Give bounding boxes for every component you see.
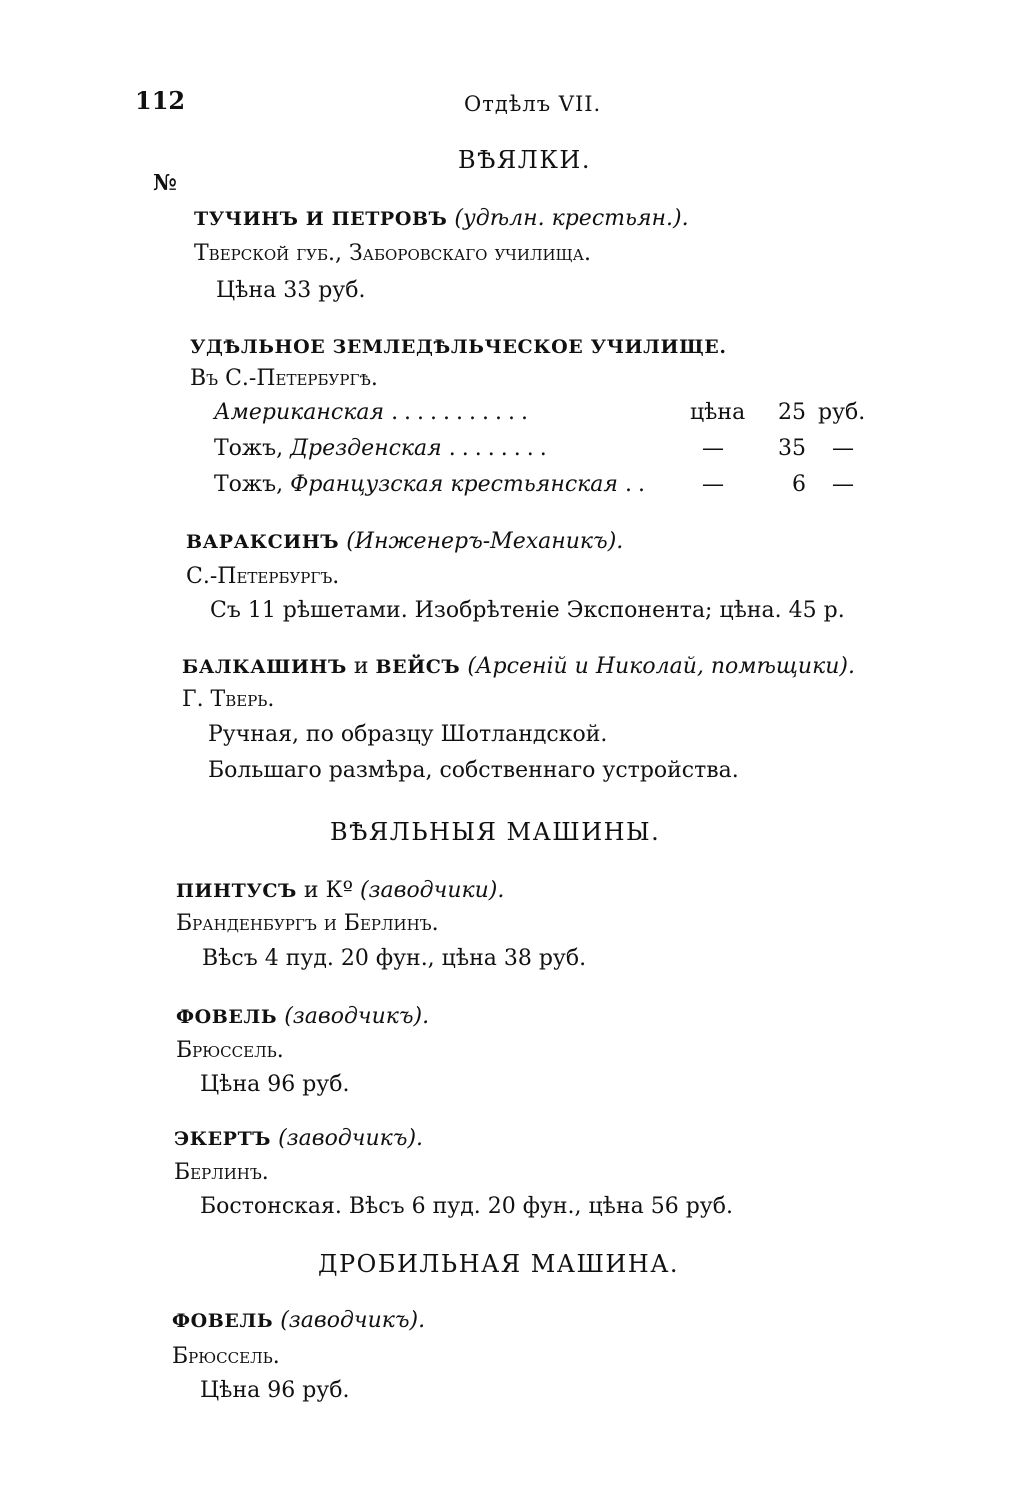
entry-6-place: Брюссель. [176, 1038, 284, 1063]
price-label: цѣна [690, 400, 746, 425]
entry-7-description: Бостонская. Вѣсъ 6 пуд. 20 фун., цѣна 56 руб. [200, 1194, 733, 1219]
entry-3-description: Съ 11 рѣшетами. Изобрѣтеніе Экспонента; цѣна. 45 р. [210, 598, 845, 623]
exhibitor-name: ПИНТУСЪ [176, 880, 297, 902]
entry-6-price: Цѣна 96 руб. [200, 1072, 350, 1097]
exhibitor-name: ТУЧИНЪ И ПЕТРОВЪ [194, 208, 448, 230]
entry-7-place: Берлинъ. [174, 1160, 269, 1185]
entry-4-description-2: Большаго размѣра, собственнаго устройства. [208, 758, 739, 783]
exhibitor-note: (заводчикъ). [284, 1004, 430, 1029]
entry-5-place: Бранденбургъ и Берлинъ. [176, 911, 439, 936]
exhibitor-note: (заводчики). [359, 878, 505, 903]
entry-5-heading [176, 878, 504, 903]
section-title-drobilnaya: ДРОБИЛЬНАЯ МАШИНА. [318, 1250, 680, 1278]
price-row-2 [214, 436, 874, 461]
exhibitor-note: (заводчикъ). [280, 1308, 426, 1333]
exhibitor-name: ВАРАКСИНЪ [186, 531, 340, 553]
exhibitor-note: (заводчикъ). [278, 1126, 424, 1151]
entry-1-price: Цѣна 33 руб. [216, 278, 366, 303]
exhibitor-note: (Арсеній и Николай, помѣщики). [467, 654, 855, 679]
entry-5-description: Вѣсъ 4 пуд. 20 фун., цѣна 38 руб. [202, 946, 587, 971]
item-name: Американская [214, 400, 385, 425]
entry-1-heading [194, 206, 689, 231]
entry-2-heading: УДѢЛЬНОЕ ЗЕМЛЕДѢЛЬЧЕСКОЕ УЧИЛИЩЕ. [190, 336, 727, 358]
item-name: Дрезденская [290, 436, 442, 461]
entry-7-heading [174, 1126, 423, 1151]
exhibitor-name: ФОВЕЛЬ [172, 1310, 274, 1332]
price-unit: — [832, 472, 854, 497]
item-prefix: Тожъ, [214, 436, 284, 461]
item-prefix: Тожъ, [214, 472, 284, 497]
price-amount: 6 [792, 472, 806, 497]
page-number: 112 [135, 86, 186, 115]
conjunction: и Кº [303, 878, 353, 903]
price-amount: 35 [778, 436, 806, 461]
price-label: — [702, 436, 724, 461]
entry-6-heading [176, 1004, 429, 1029]
exhibitor-name-2: ВЕЙСЪ [375, 656, 461, 678]
entry-3-heading [186, 529, 623, 554]
exhibitor-name-1: БАЛКАШИНЪ [182, 656, 347, 678]
entry-4-description-1: Ручная, по образцу Шотландской. [208, 722, 608, 747]
entry-2-place: Въ С.-Петербургѣ. [190, 366, 378, 391]
entry-8-heading [172, 1308, 425, 1333]
exhibitor-note: (удѣлн. крестьян.). [454, 206, 689, 231]
entry-4-place: Г. Тверь. [182, 687, 275, 712]
section-title-veyalki: ВѢЯЛКИ. [458, 146, 591, 174]
section-title-veyalnyya: ВѢЯЛЬНЫЯ МАШИНЫ. [330, 818, 661, 846]
conjunction: и [353, 654, 369, 679]
entry-3-place: С.-Петербургъ. [186, 564, 340, 589]
exhibitor-name: ЭКЕРТЪ [174, 1128, 272, 1150]
price-unit: — [832, 436, 854, 461]
price-amount: 25 [778, 400, 806, 425]
price-unit: руб. [818, 400, 866, 425]
exhibitor-note: (Инженеръ-Механикъ). [346, 529, 624, 554]
leader-dots: .. [624, 472, 651, 497]
exhibitor-name: ФОВЕЛЬ [176, 1006, 278, 1028]
item-name: Французская крестьянская [290, 472, 618, 497]
entry-4-heading [182, 654, 855, 679]
entry-1-place: Тверской губ., Заборовскаго училища. [194, 241, 592, 266]
price-row-1 [214, 400, 874, 425]
entry-8-place: Брюссель. [172, 1344, 280, 1369]
number-sign: № [153, 170, 177, 196]
price-row-3 [214, 472, 874, 497]
entry-8-price: Цѣна 96 руб. [200, 1378, 350, 1403]
running-head: Отдѣлъ VII. [464, 92, 602, 116]
leader-dots: ........... [391, 400, 534, 425]
price-label: — [702, 472, 724, 497]
leader-dots: ........ [448, 436, 553, 461]
